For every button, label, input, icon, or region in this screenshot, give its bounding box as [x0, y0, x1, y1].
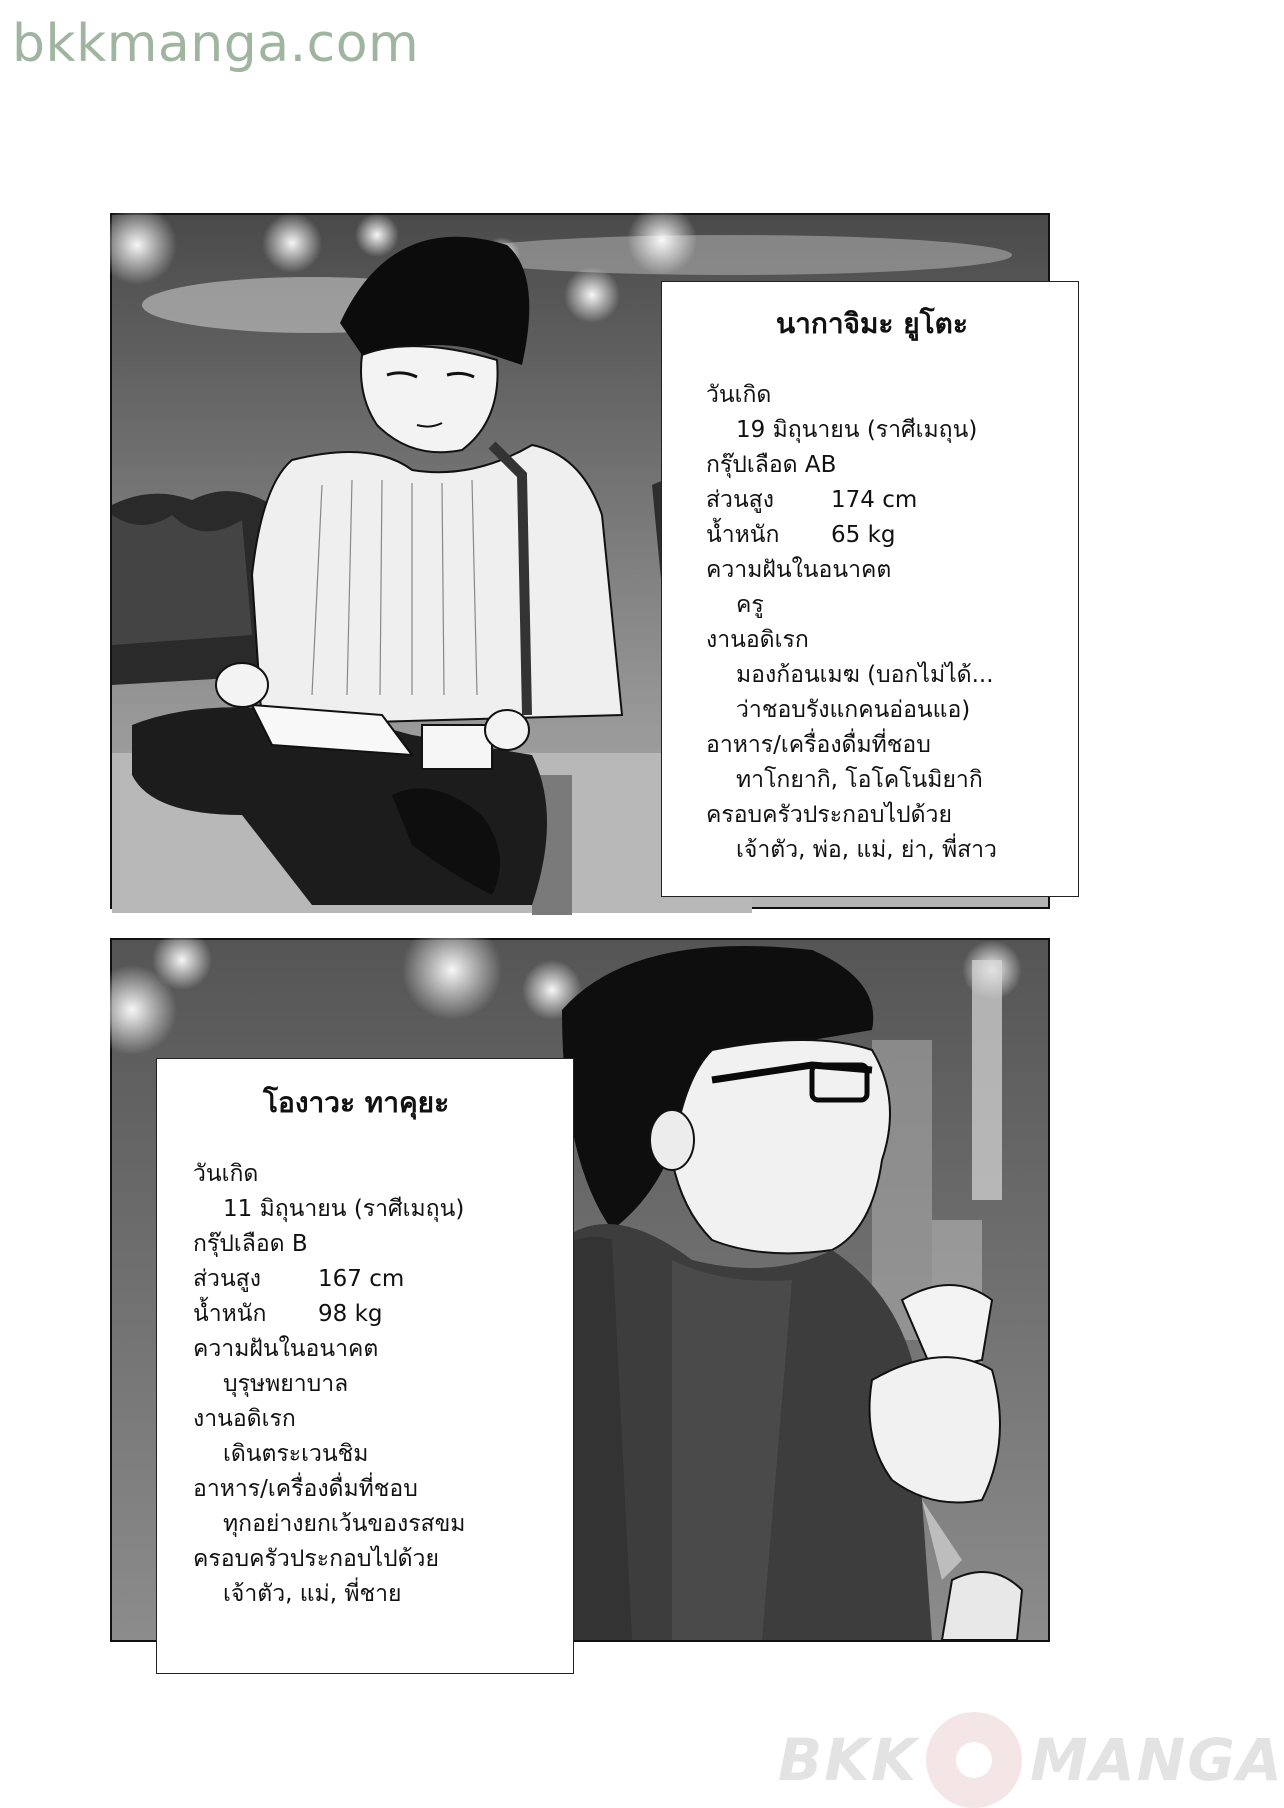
birthday-label: วันเกิด [706, 382, 772, 408]
brand-logo-icon [926, 1712, 1022, 1808]
profile-fields [706, 378, 1078, 868]
height-value: 174 cm [831, 487, 918, 513]
height-label: ส่วนสูง [706, 487, 774, 513]
hobby-label: งานอดิเรก [193, 1406, 296, 1432]
hobby-label: งานอดิเรก [706, 627, 809, 653]
family-label: ครอบครัวประกอบไปด้วย [193, 1546, 439, 1572]
watermark-text-right: MANGA [1030, 1726, 1284, 1794]
dream-value: บุรุษพยาบาล [223, 1371, 349, 1397]
blood-label: กรุ๊ปเลือด [706, 452, 798, 478]
family-label: ครอบครัวประกอบไปด้วย [706, 802, 952, 828]
hobby-value-line2: ว่าชอบรังแกคนอ่อนแอ) [736, 697, 971, 723]
family-value: เจ้าตัว, พ่อ, แม่, ย่า, พี่สาว [736, 837, 997, 863]
site-watermark: bkkmanga.com [12, 14, 420, 74]
food-value: ทาโกยากิ, โอโคโนมิยากิ [736, 767, 983, 793]
birthday-label: วันเกิด [193, 1161, 259, 1187]
watermark-text-left: BKK [778, 1726, 919, 1794]
dream-value: ครู [736, 592, 764, 618]
weight-value: 98 kg [318, 1301, 383, 1327]
profile-name: นากาจิมะ ยูโตะ [776, 307, 968, 340]
profile-card-nakajima [661, 281, 1079, 897]
hobby-value: เดินตระเวนชิม [223, 1441, 369, 1467]
weight-value: 65 kg [831, 522, 896, 548]
profile-fields [193, 1157, 573, 1612]
height-row [706, 483, 1078, 518]
birthday-value: 11 มิถุนายน (ราศีเมถุน) [223, 1196, 465, 1222]
blood-row [193, 1227, 573, 1262]
weight-label: น้ำหนัก [193, 1301, 267, 1327]
height-row [193, 1262, 573, 1297]
height-label: ส่วนสูง [193, 1266, 261, 1292]
food-label: อาหาร/เครื่องดื่มที่ชอบ [193, 1476, 418, 1502]
weight-label: น้ำหนัก [706, 522, 780, 548]
birthday-value: 19 มิถุนายน (ราศีเมถุน) [736, 417, 978, 443]
brand-watermark [778, 1712, 1284, 1808]
blood-label: กรุ๊ปเลือด [193, 1231, 285, 1257]
dream-label: ความฝันในอนาคต [193, 1336, 379, 1362]
profile-card-ogawa [156, 1058, 574, 1674]
weight-row [193, 1297, 573, 1332]
blood-row [706, 448, 1078, 483]
dream-label: ความฝันในอนาคต [706, 557, 892, 583]
weight-row [706, 518, 1078, 553]
height-value: 167 cm [318, 1266, 405, 1292]
blood-value: AB [804, 452, 837, 478]
blood-value: B [291, 1231, 308, 1257]
hobby-value-line1: มองก้อนเมฆ (บอกไม่ได้... [736, 662, 994, 688]
food-label: อาหาร/เครื่องดื่มที่ชอบ [706, 732, 931, 758]
food-value: ทุกอย่างยกเว้นของรสขม [223, 1511, 466, 1537]
family-value: เจ้าตัว, แม่, พี่ชาย [223, 1581, 402, 1607]
profile-name: โองาวะ ทาคุยะ [263, 1086, 450, 1119]
